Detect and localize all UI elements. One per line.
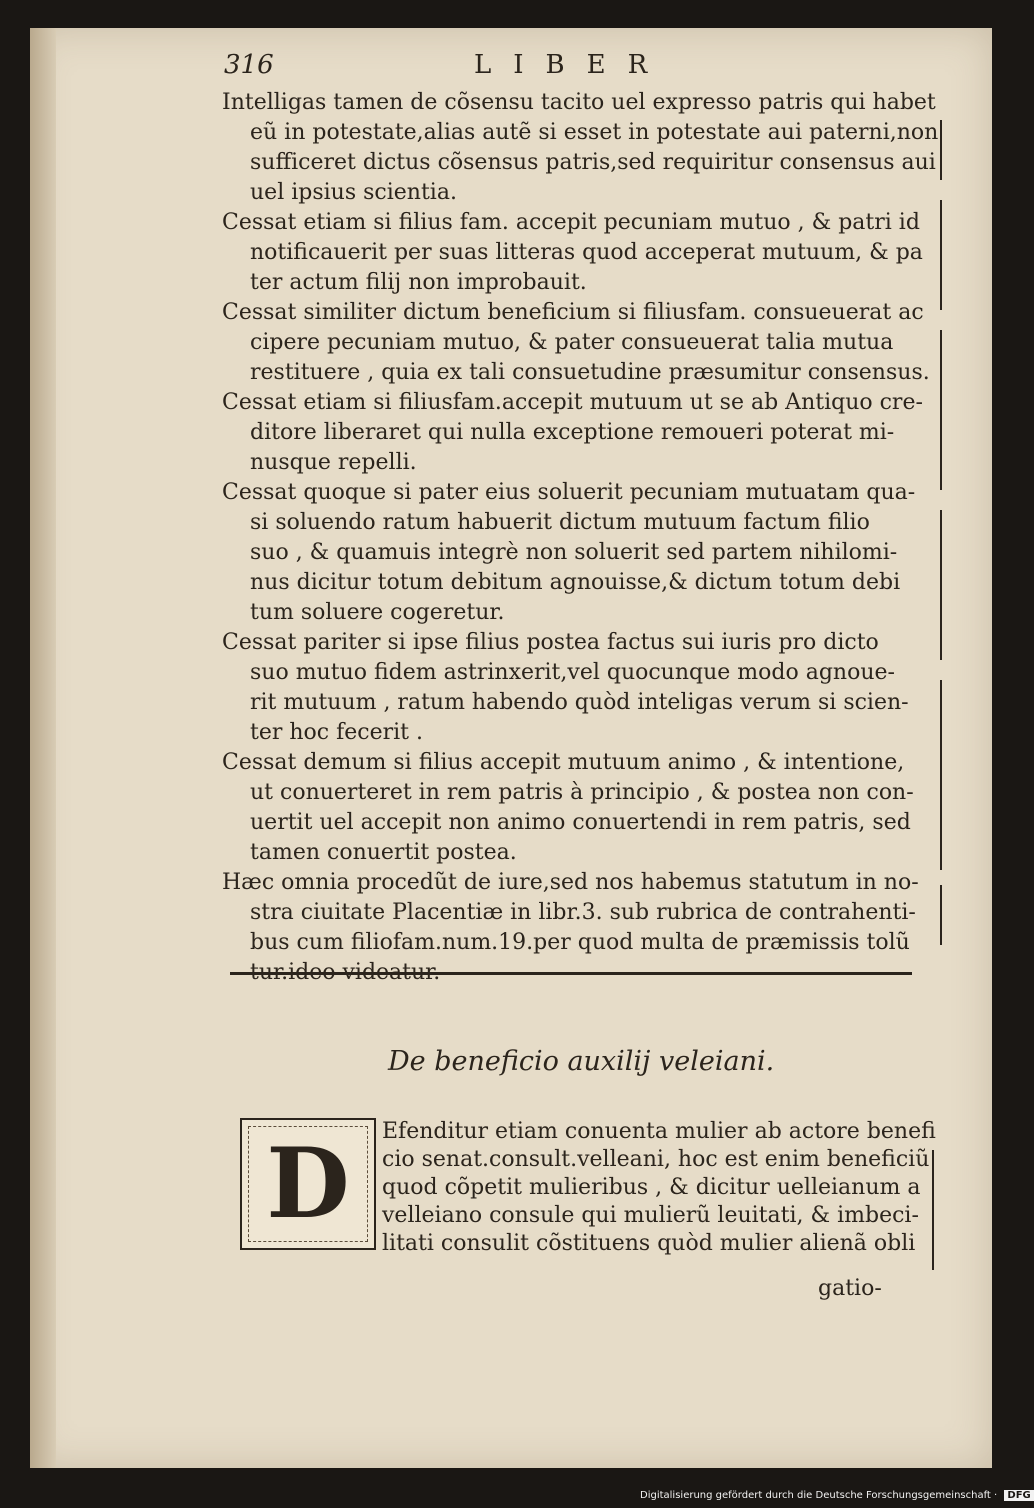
paragraph <box>222 748 922 868</box>
paragraph <box>222 628 922 748</box>
text-line: bus cum filiofam.num.19.per quod multa de præmissis tolũ <box>250 930 910 955</box>
text-line: Intelligas tamen de cõsensu tacito uel expresso patris qui habet <box>222 90 936 115</box>
section-text <box>382 1118 936 1258</box>
margin-bracket <box>932 1150 934 1270</box>
text-line: Cessat etiam si filius fam. accepit pecuniam mutuo , & patri id <box>222 210 920 235</box>
text-line: tur.ideo videatur. <box>250 960 441 985</box>
text-line: eũ in potestate,alias autẽ si esset in potestate aui paterni,non <box>250 120 939 145</box>
text-line: stra ciuitate Placentiæ in libr.3. sub rubrica de contrahenti- <box>250 900 916 925</box>
page-header <box>224 50 924 90</box>
section-divider <box>230 972 912 975</box>
text-line: nusque repelli. <box>250 450 417 475</box>
paragraph <box>222 388 922 478</box>
decorated-initial <box>240 1118 376 1250</box>
paragraph <box>222 298 930 388</box>
text-line: uel ipsius scientia. <box>250 180 457 205</box>
margin-bracket <box>940 330 942 490</box>
digitization-footer <box>640 1490 1034 1501</box>
text-line: litati consulit cõstituens quòd mulier alienã obli <box>382 1231 916 1256</box>
text-line: Hæc omnia procedũt de iure,sed nos habemus statutum in no- <box>222 870 919 895</box>
paragraph <box>222 208 922 298</box>
page-gutter-edge <box>30 28 56 1468</box>
paragraph <box>222 868 922 988</box>
text-line: Cessat demum si filius accepit mutuum animo , & intentione, <box>222 750 905 775</box>
margin-bracket <box>940 885 942 945</box>
text-line: Efenditur etiam conuenta mulier ab actore benefi <box>382 1119 936 1144</box>
text-line: suo mutuo fidem astrinxerit,vel quocunque modo agnoue- <box>250 660 895 685</box>
text-line: Cessat similiter dictum beneficium si filiusfam. consueuerat ac <box>222 300 924 325</box>
page-number: 316 <box>224 50 274 80</box>
section-title: De beneficio auxilij veleiani. <box>388 1046 775 1077</box>
text-line: suo , & quamuis integrè non soluerit sed partem nihilomi- <box>250 540 898 565</box>
text-line: quod cõpetit mulieribus , & dicitur uelleianum a <box>382 1175 921 1200</box>
main-text <box>222 88 939 988</box>
running-head: LIBER <box>474 50 670 80</box>
margin-bracket <box>940 510 942 660</box>
text-line: Cessat quoque si pater eius soluerit pecuniam mutuatam qua- <box>222 480 916 505</box>
text-line: notificauerit per suas litteras quod acceperat mutuum, & pa <box>250 240 923 265</box>
paragraph <box>222 88 939 208</box>
text-line: rit mutuum , ratum habendo quòd inteligas verum si scien- <box>250 690 909 715</box>
paragraph <box>222 478 922 628</box>
initial-letter: D <box>266 1127 350 1240</box>
margin-bracket <box>940 200 942 310</box>
margin-bracket <box>940 680 942 870</box>
text-line: cio senat.consult.velleani, hoc est enim beneficiũ <box>382 1147 930 1172</box>
text-line: nus dicitur totum debitum agnouisse,& dictum totum debi <box>250 570 901 595</box>
text-line: tum soluere cogeretur. <box>250 600 505 625</box>
text-line: cipere pecuniam mutuo, & pater consueuerat talia mutua <box>250 330 894 355</box>
footer-text: Digitalisierung gefördert durch die Deutsche Forschungsgemeinschaft · <box>640 1490 998 1501</box>
text-line: ter hoc fecerit . <box>250 720 423 745</box>
text-line: velleiano consule qui mulierũ leuitati, & imbeci- <box>382 1203 919 1228</box>
text-line: sufficeret dictus cõsensus patris,sed requiritur consensus aui <box>250 150 936 175</box>
catchword: gatio- <box>818 1276 882 1301</box>
text-line: uertit uel accepit non animo conuertendi in rem patris, sed <box>250 810 911 835</box>
margin-bracket <box>940 120 942 180</box>
text-line: restituere , quia ex tali consuetudine præsumitur consensus. <box>250 360 930 385</box>
text-line: Cessat etiam si filiusfam.accepit mutuum ut se ab Antiquo cre- <box>222 390 923 415</box>
text-line: ter actum filij non improbauit. <box>250 270 587 295</box>
text-line: Cessat pariter si ipse filius postea factus sui iuris pro dicto <box>222 630 879 655</box>
dfg-logo: DFG <box>1004 1490 1033 1501</box>
text-line: tamen conuertit postea. <box>250 840 517 865</box>
text-line: ut conuerteret in rem patris à principio , & postea non con- <box>250 780 914 805</box>
text-line: si soluendo ratum habuerit dictum mutuum factum filio <box>250 510 870 535</box>
text-line: ditore liberaret qui nulla exceptione remoueri poterat mi- <box>250 420 895 445</box>
